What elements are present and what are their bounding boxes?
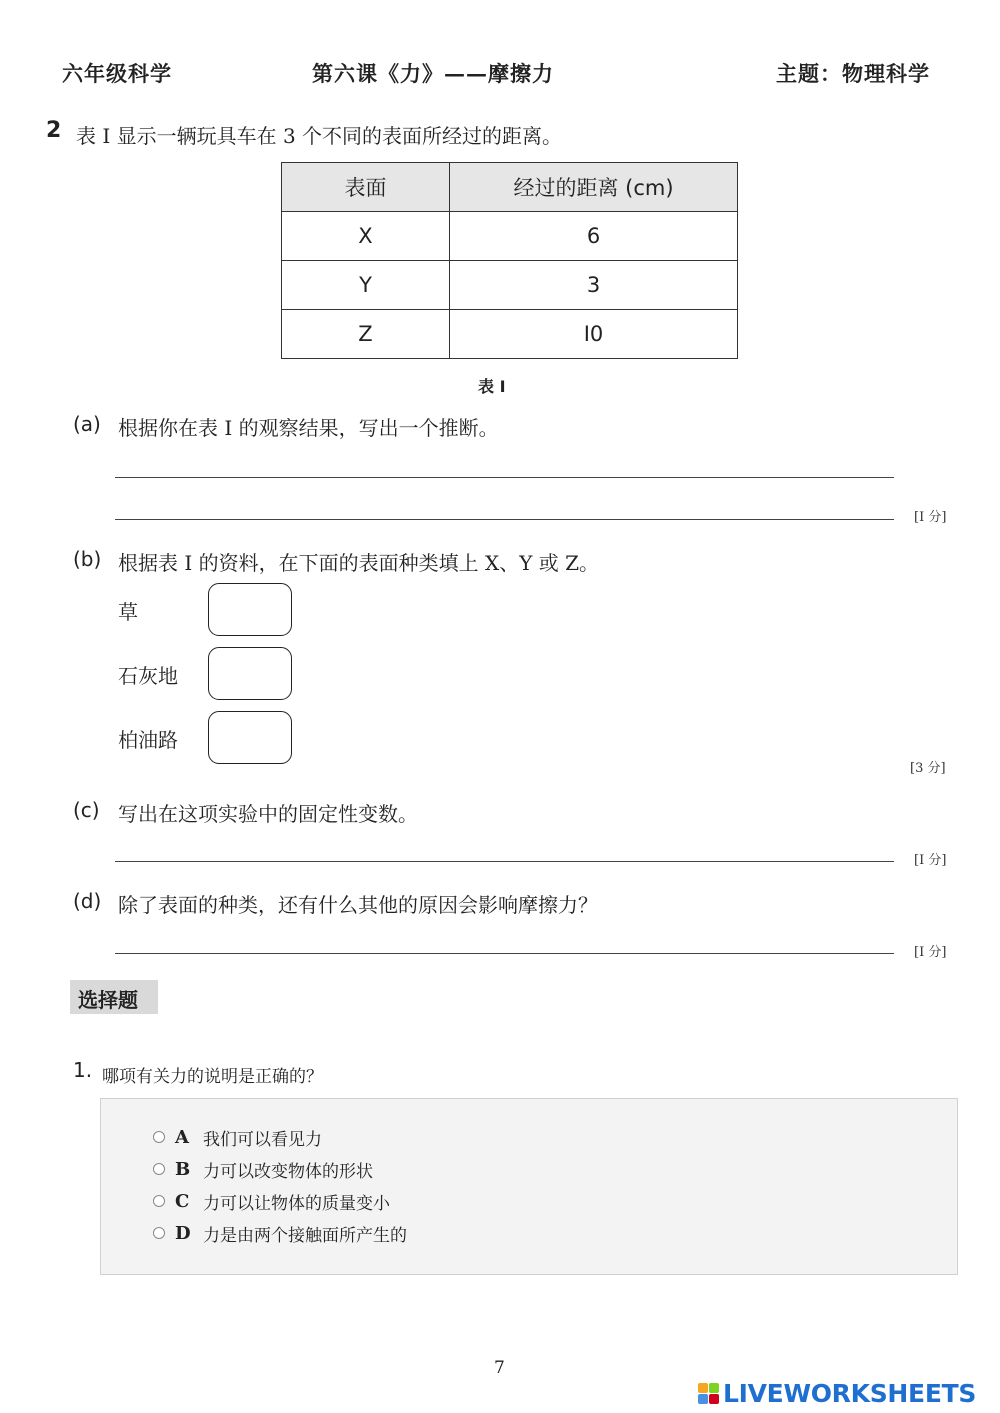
option-letter: C: [175, 1190, 190, 1212]
answer-box-limestone[interactable]: [208, 647, 292, 700]
part-d-text: 除了表面的种类，还有什么其他的原因会影响摩擦力？: [118, 893, 598, 917]
table-row: [282, 261, 738, 310]
logo-square: [709, 1383, 719, 1393]
surface-asphalt-label: 柏油路: [118, 728, 178, 752]
table-row: [282, 310, 738, 359]
answer-box-grass[interactable]: [208, 583, 292, 636]
logo-square: [698, 1383, 708, 1393]
data-table: [281, 162, 738, 359]
question-text: 表 I 显示一辆玩具车在 3 个不同的表面所经过的距离。: [76, 124, 563, 148]
header-topic: 主题：物理科学: [776, 61, 930, 86]
option-text: 我们可以看见力: [203, 1129, 322, 1150]
part-c-label: (c): [73, 798, 100, 822]
option-letter: D: [175, 1222, 191, 1244]
table-cell: Z: [282, 310, 450, 359]
part-a-marks: [I 分]: [914, 510, 947, 525]
part-d-label: (d): [73, 889, 102, 913]
table-caption: 表 I: [478, 377, 506, 396]
part-b-text: 根据表 I 的资料，在下面的表面种类填上 X、Y 或 Z。: [118, 551, 600, 575]
radio-button[interactable]: [153, 1131, 165, 1143]
surface-limestone-label: 石灰地: [118, 664, 178, 688]
table-cell: 3: [450, 261, 738, 310]
mcq-heading-text: 选择题: [78, 988, 138, 1012]
option-c[interactable]: [153, 1188, 390, 1214]
mcq-options-panel: [100, 1098, 958, 1275]
table-cell: X: [282, 212, 450, 261]
answer-line-a2[interactable]: [115, 519, 894, 520]
answer-line-c[interactable]: [115, 861, 894, 862]
logo-square: [709, 1394, 719, 1404]
answer-box-asphalt[interactable]: [208, 711, 292, 764]
table-header-distance: 经过的距离 (cm): [450, 163, 738, 212]
answer-line-d[interactable]: [115, 953, 894, 954]
logo-text: LIVEWORKSHEETS: [723, 1378, 977, 1408]
header-lesson: 第六课《力》——摩擦力: [312, 61, 554, 86]
option-text: 力是由两个接触面所产生的: [203, 1225, 407, 1246]
option-text: 力可以改变物体的形状: [203, 1161, 373, 1182]
mcq-section-heading: [70, 980, 158, 1014]
table-header-row: [282, 163, 738, 212]
part-c-text: 写出在这项实验中的固定性变数。: [118, 802, 418, 826]
table-row: [282, 212, 738, 261]
logo-square: [698, 1394, 708, 1404]
page-number: 7: [494, 1358, 505, 1378]
part-c-marks: [I 分]: [914, 853, 947, 868]
part-a-text: 根据你在表 I 的观察结果，写出一个推断。: [118, 416, 499, 440]
liveworksheets-logo: [698, 1378, 976, 1408]
option-letter: B: [175, 1158, 191, 1180]
answer-line-a1[interactable]: [115, 477, 894, 478]
radio-button[interactable]: [153, 1195, 165, 1207]
option-text: 力可以让物体的质量变小: [203, 1193, 390, 1214]
option-b[interactable]: [153, 1156, 373, 1182]
mcq-question-text: 哪项有关力的说明是正确的？: [102, 1067, 323, 1087]
question-number: 2: [46, 118, 62, 143]
logo-icon: [698, 1383, 719, 1404]
option-d[interactable]: [153, 1220, 407, 1246]
part-b-marks: [3 分]: [910, 761, 946, 776]
radio-button[interactable]: [153, 1227, 165, 1239]
radio-button[interactable]: [153, 1163, 165, 1175]
table-cell: Y: [282, 261, 450, 310]
surface-grass-label: 草: [118, 600, 138, 624]
option-letter: A: [175, 1126, 189, 1148]
part-d-marks: [I 分]: [914, 945, 947, 960]
header-subject: 六年级科学: [62, 61, 172, 86]
mcq-question-number: 1.: [73, 1058, 93, 1082]
part-b-label: (b): [73, 547, 102, 571]
table-cell: I0: [450, 310, 738, 359]
option-a[interactable]: [153, 1124, 322, 1150]
part-a-label: (a): [73, 412, 101, 436]
table-header-surface: 表面: [282, 163, 450, 212]
table-cell: 6: [450, 212, 738, 261]
